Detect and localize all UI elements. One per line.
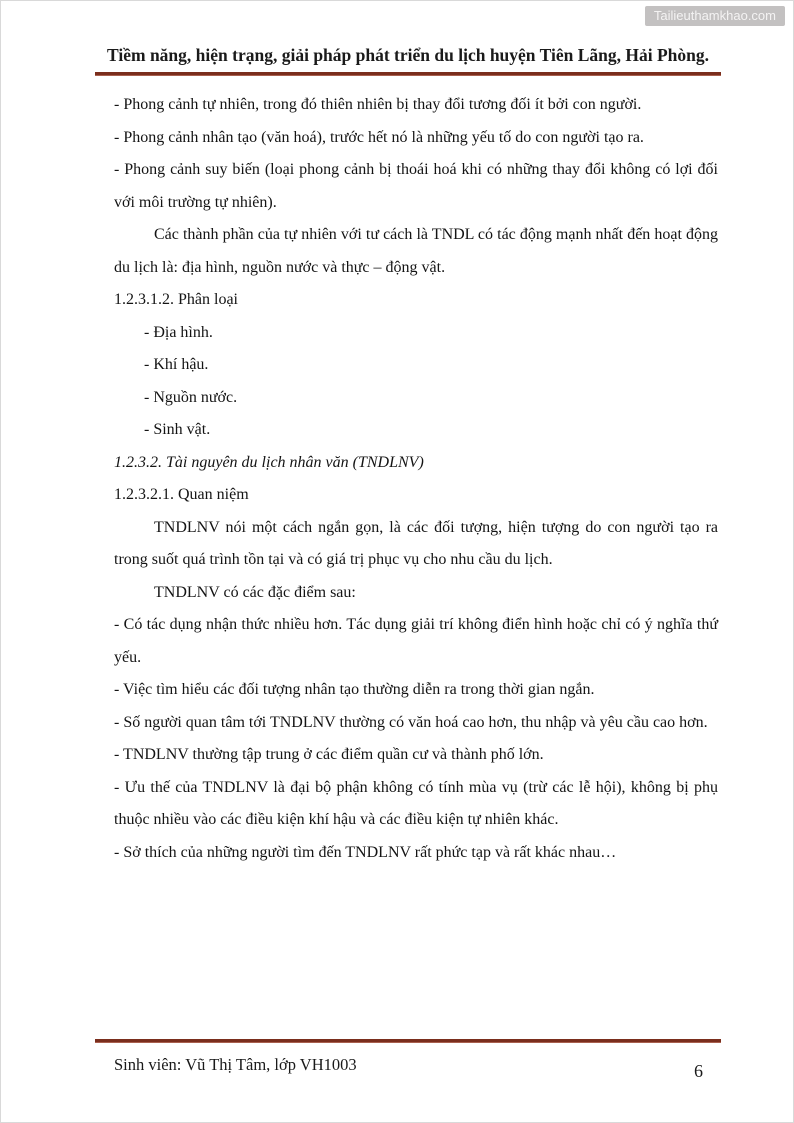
watermark-badge: Tailieuthamkhao.com [645, 6, 785, 26]
section-heading: 1.2.3.2. Tài nguyên du lịch nhân văn (TNDLNV) [114, 453, 424, 471]
footer-author: Sinh viên: Vũ Thị Tâm, lớp VH1003 [114, 1055, 357, 1074]
paragraph: - Phong cảnh nhân tạo (văn hoá), trước hết nó là những yếu tố do con người tạo ra. [114, 128, 644, 146]
paragraph: - Việc tìm hiểu các đối tượng nhân tạo thường diễn ra trong thời gian ngắn. [114, 681, 595, 698]
page-header [95, 1, 721, 76]
section-heading: 1.2.3.1.2. Phân loại [114, 291, 238, 308]
paragraph: - Số người quan tâm tới TNDLNV thường có văn hoá cao hơn, thu nhập và yêu cầu cao hơn. [114, 713, 708, 731]
page-number: 6 [694, 1061, 703, 1081]
paragraph: Các thành phần của tự nhiên với tư cách là TNDL có tác động mạnh nhất đến hoạt động du lịch là: địa hình, nguồn nước và thực – động vật. [114, 226, 718, 276]
list-item: - Khí hậu. [144, 356, 209, 373]
paragraph: - Phong cảnh suy biến (loại phong cảnh bị thoái hoá khi có những thay đổi không có lợi đối với môi trường tự nhiên). [114, 161, 718, 211]
footer-row [114, 1053, 703, 1083]
list-item: - Nguồn nước. [144, 388, 238, 406]
page-header-title: Tiềm năng, hiện trạng, giải pháp phát triển du lịch huyện Tiên Lãng, Hải Phòng. [107, 45, 709, 65]
list-item: - Địa hình. [144, 323, 213, 341]
paragraph: - Phong cảnh tự nhiên, trong đó thiên nhiên bị thay đổi tương đối ít bởi con người. [114, 96, 642, 113]
footer-rule [95, 1039, 721, 1043]
paragraph: - Ưu thế của TNDLNV là đại bộ phận không có tính mùa vụ (trừ các lễ hội), không bị phụ thuộc nhiều vào các điều kiện khí hậu và các điều kiện tự nhiên khác. [114, 778, 718, 828]
list-item: - Sinh vật. [144, 421, 211, 438]
paragraph: - TNDLNV thường tập trung ở các điểm quần cư và thành phố lớn. [114, 746, 544, 763]
paragraph: TNDLNV có các đặc điểm sau: [154, 583, 356, 601]
paragraph: TNDLNV nói một cách ngắn gọn, là các đối tượng, hiện tượng do con người tạo ra trong suốt quá trình tồn tại và có giá trị phục vụ cho nhu cầu du lịch. [114, 518, 718, 568]
header-rule [95, 72, 721, 76]
paragraph: - Có tác dụng nhận thức nhiều hơn. Tác dụng giải trí không điển hình hoặc chỉ có ý nghĩa thứ yếu. [114, 616, 718, 666]
page-footer [1, 1039, 793, 1083]
section-heading: 1.2.3.2.1. Quan niệm [114, 486, 249, 503]
paragraph: - Sở thích của những người tìm đến TNDLNV rất phức tạp và rất khác nhau… [114, 843, 617, 861]
document-body [114, 89, 718, 869]
